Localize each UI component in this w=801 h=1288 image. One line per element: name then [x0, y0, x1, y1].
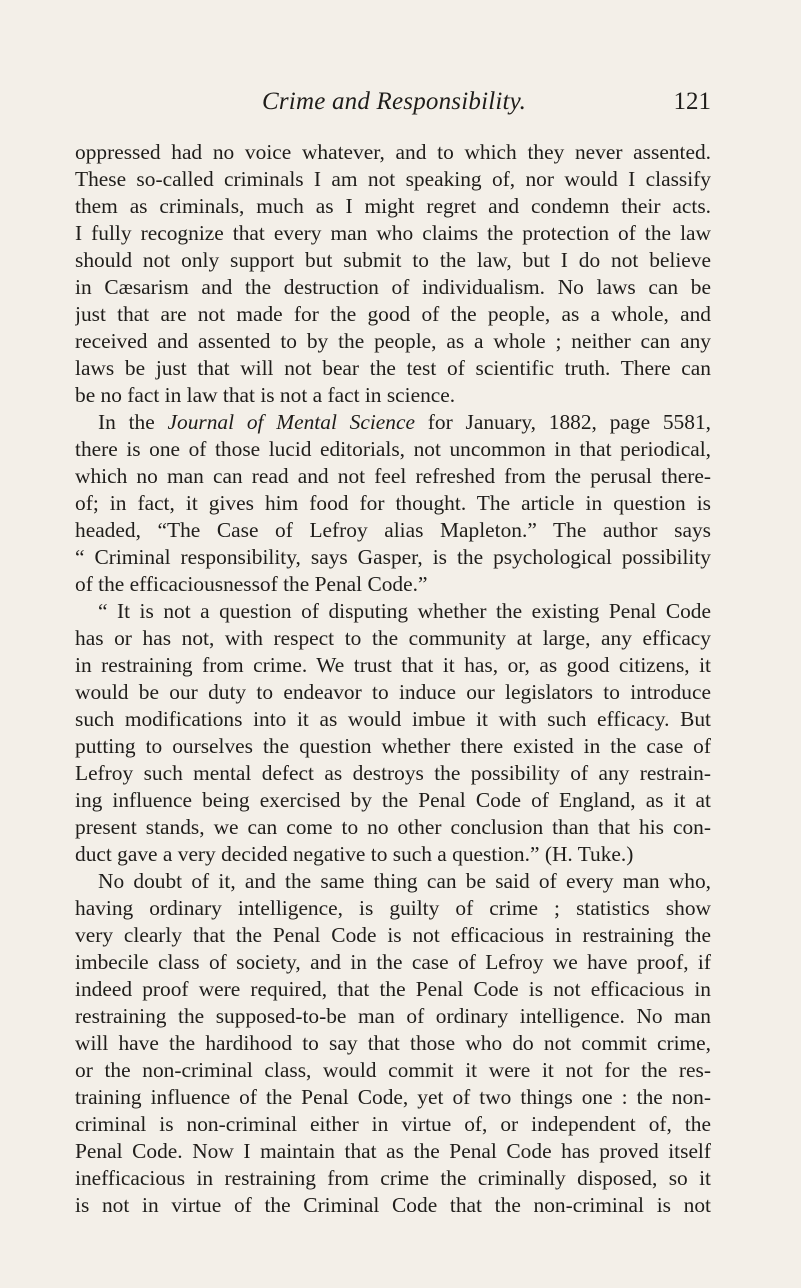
- body-text: [75, 139, 711, 1219]
- text-line: No doubt of it, and the same thing can be said of every man who,: [98, 869, 711, 893]
- text-line: imbecile class of society, and in the case of Lefroy we have proof, if: [75, 950, 711, 974]
- text-line: having ordinary intelligence, is guilty of crime ; statistics show: [75, 896, 711, 920]
- text-line: received and assented to by the people, as a whole ; neither can any: [75, 329, 711, 353]
- page-header: [75, 88, 711, 124]
- text-line: present stands, we can come to no other conclusion than that his con-: [75, 815, 711, 839]
- text-line: inefficacious in restraining from crime the criminally disposed, so it: [75, 1166, 711, 1190]
- text-line: oppressed had no voice whatever, and to which they never assented.: [75, 140, 711, 164]
- text-line: there is one of those lucid editorials, not uncommon in that periodical,: [75, 437, 711, 461]
- text-line: of the efficaciousnessof the Penal Code.”: [75, 572, 428, 596]
- text-line: very clearly that the Penal Code is not efficacious in restraining the: [75, 923, 711, 947]
- text-line: has or has not, with respect to the community at large, any efficacy: [75, 626, 711, 650]
- text-line: training influence of the Penal Code, yet of two things one : the non-: [75, 1085, 711, 1109]
- text-line: would be our duty to endeavor to induce our legislators to introduce: [75, 680, 711, 704]
- text-line: Lefroy such mental defect as destroys the possibility of any restrain-: [75, 761, 711, 785]
- text-line: I fully recognize that every man who claims the protection of the law: [75, 221, 711, 245]
- page-number: 121: [673, 88, 711, 115]
- text-line: should not only support but submit to the law, but I do not believe: [75, 248, 711, 272]
- text-line: such modifications into it as would imbue it with such efficacy. But: [75, 707, 711, 731]
- text-line: “ It is not a question of disputing whether the existing Penal Code: [98, 599, 711, 623]
- text-line: of; in fact, it gives him food for thought. The article in question is: [75, 491, 711, 515]
- text-line: Penal Code. Now I maintain that as the Penal Code has proved itself: [75, 1139, 711, 1163]
- text-line: be no fact in law that is not a fact in science.: [75, 383, 456, 407]
- journal-title: Journal of Mental Science: [167, 410, 415, 434]
- journal-reference-after: for January, 1882, page 5581,: [414, 410, 711, 434]
- text-line: criminal is non-criminal either in virtue of, or independent of, the: [75, 1112, 711, 1136]
- text-line: headed, “The Case of Lefroy alias Mapleton.” The author says: [75, 518, 711, 542]
- text-line-journal-reference: [75, 409, 711, 436]
- text-line: in restraining from crime. We trust that it has, or, as good citizens, it: [75, 653, 711, 677]
- text-line: which no man can read and not feel refreshed from the perusal there-: [75, 464, 711, 488]
- text-line: laws be just that will not bear the test of scientific truth. There can: [75, 356, 711, 380]
- text-line: will have the hardihood to say that those who do not commit crime,: [75, 1031, 711, 1055]
- text-line: is not in virtue of the Criminal Code that the non-criminal is not: [75, 1193, 711, 1217]
- text-line: or the non-criminal class, would commit it were it not for the res-: [75, 1058, 711, 1082]
- text-line: putting to ourselves the question whether there existed in the case of: [75, 734, 711, 758]
- text-line: indeed proof were required, that the Penal Code is not efficacious in: [75, 977, 711, 1001]
- text-line: “ Criminal responsibility, says Gasper, is the psychological possibility: [75, 545, 711, 569]
- text-line: restraining the supposed-to-be man of ordinary intelligence. No man: [75, 1004, 711, 1028]
- text-line: These so-called criminals I am not speaking of, nor would I classify: [75, 167, 711, 191]
- text-line: in Cæsarism and the destruction of individualism. No laws can be: [75, 275, 711, 299]
- text-line: duct gave a very decided negative to such a question.” (H. Tuke.): [75, 842, 634, 866]
- text-line: them as criminals, much as I might regret and condemn their acts.: [75, 194, 711, 218]
- text-line: ing influence being exercised by the Penal Code of England, as it at: [75, 788, 711, 812]
- journal-reference-before: In the: [98, 410, 168, 434]
- running-title: Crime and Responsibility.: [262, 88, 527, 115]
- text-line: just that are not made for the good of the people, as a whole, and: [75, 302, 711, 326]
